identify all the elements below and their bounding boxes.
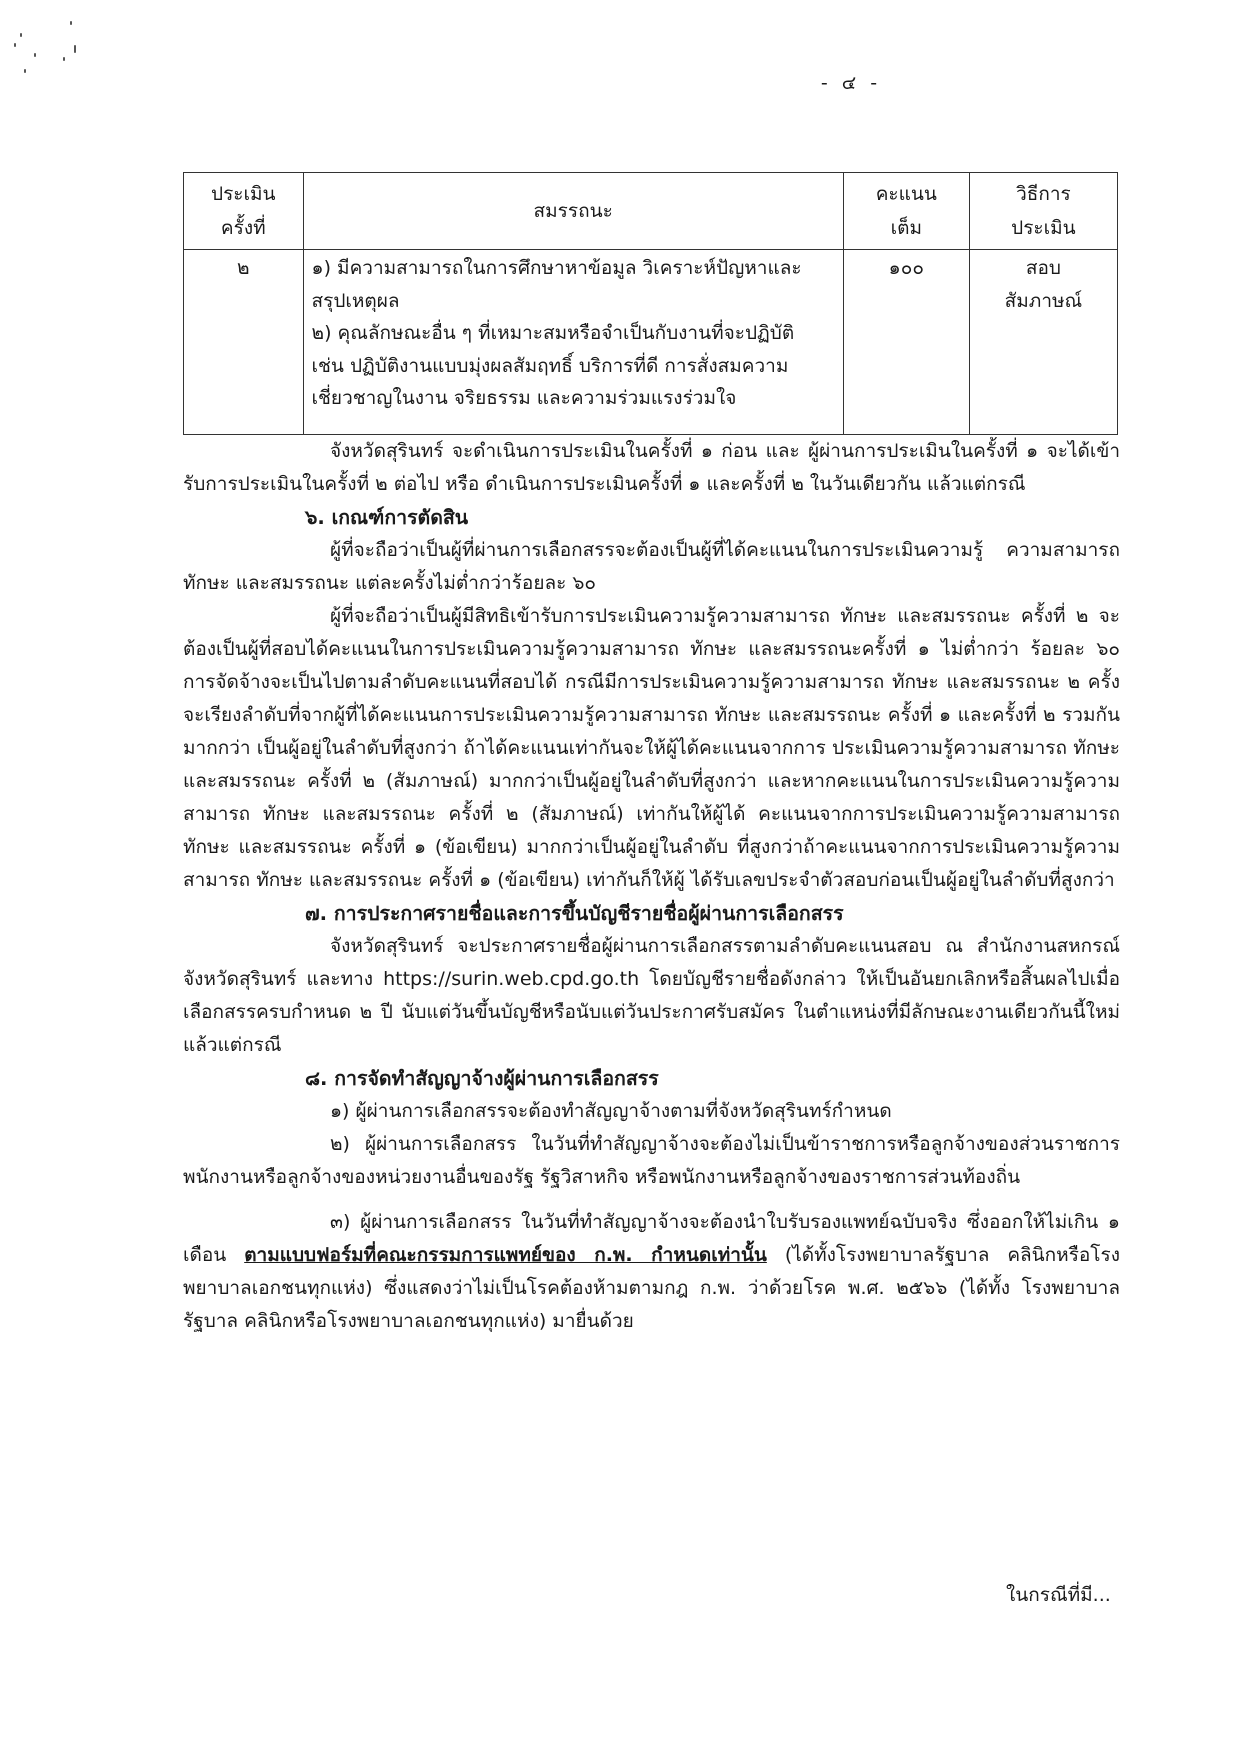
section-7-heading: ๗. การประกาศรายชื่อและการขึ้นบัญชีรายชื่อผู้ผ่านการเลือกสรร	[305, 902, 844, 925]
section-8-item-2: ๒) ผู้ผ่านการเลือกสรร ในวันที่ทำสัญญาจ้างจะต้องไม่เป็นข้าราชการหรือลูกจ้างของส่วนราชการ พนักงานหรือลูกจ้างของหน่วยงานอื่นของรัฐ รัฐวิสาหกิจ หรือพนักงานหรือลูกจ้างของราชการส่วนท้องถิ่น	[183, 1133, 1120, 1188]
header-full-score: คะแนน เต็ม	[843, 173, 969, 250]
section-7-paragraph: จังหวัดสุรินทร์ จะประกาศรายชื่อผู้ผ่านการเลือกสรรตามลำดับคะแนนสอบ ณ สำนักงานสหกรณ์จังหวัดสุรินทร์ และทาง https://surin.web.cpd.go.th โดยบัญชีรายชื่อดังกล่าว ให้เป็นอันยกเลิกหรือสิ้นผลไปเมื่อเลือกสรรครบกำหนด ๒ ปี นับแต่วันขึ้นบัญชีหรือนับแต่วันประกาศรับสมัคร ในตำแหน่งที่มีลักษณะงานเดียวกันนี้ใหม่ แล้วแต่กรณี	[183, 935, 1121, 1056]
section-8-item-3: ๓) ผู้ผ่านการเลือกสรร ในวันที่ทำสัญญาจ้างจะต้องนำใบรับรองแพทย์ฉบับจริง ซึ่งออกให้ไม่เกิน ๑ เดือน ตามแบบฟอร์มที่คณะกรรมการแพทย์ของ ก.พ. กำหนดเท่านั้น (ได้ทั้งโรงพยาบาลรัฐบาล คลินิกหรือโรงพยาบาลเอกชนทุกแห่ง) ซึ่งแสดงว่าไม่เป็นโรคต้องห้ามตามกฎ ก.พ. ว่าด้วยโรค พ.ศ. ๒๕๖๖ (ได้ทั้ง โรงพยาบาลรัฐบาล คลินิกหรือโรงพยาบาลเอกชนทุกแห่ง) มายื่นด้วย	[183, 1211, 1120, 1332]
scan-artifacts	[10, 15, 90, 75]
website-link[interactable]: https://surin.web.cpd.go.th	[383, 968, 640, 990]
cell-round: ๒	[184, 250, 304, 435]
intro-paragraph: จังหวัดสุรินทร์ จะดำเนินการประเมินในครั้งที่ ๑ ก่อน และ ผู้ผ่านการประเมินในครั้งที่ ๑ จะได้เข้ารับการประเมินในครั้งที่ ๒ ต่อไป หรือ ดำเนินการประเมินครั้งที่ ๑ และครั้งที่ ๒ ในวันเดียวกัน แล้วแต่กรณี	[183, 440, 1121, 495]
cell-competency: ๑) มีความสามารถในการศึกษาหาข้อมูล วิเคราะห์ปัญหาและ สรุปเหตุผล ๒) คุณลักษณะอื่น ๆ ที่เหมาะสมหรือจำเป็นกับงานที่จะปฏิบัติ เช่น ปฏิบัติงานแบบมุ่งผลสัมฤทธิ์ บริการที่ดี การสั่งสมความ เชี่ยวชาญในงาน จริยธรรม และความร่วมแรงร่วมใจ	[303, 250, 843, 435]
header-round: ประเมิน ครั้งที่	[184, 173, 304, 250]
continuation-marker: ในกรณีที่มี...	[1006, 1584, 1111, 1606]
header-method: วิธีการ ประเมิน	[969, 173, 1117, 250]
cell-full-score: ๑๐๐	[843, 250, 969, 435]
table-row	[184, 250, 1118, 435]
page-number: - ๔ -	[820, 72, 882, 94]
spacer	[183, 1194, 1120, 1206]
section-6-paragraph-1: ผู้ที่จะถือว่าเป็นผู้ที่ผ่านการเลือกสรรจะต้องเป็นผู้ที่ได้คะแนนในการประเมินความรู้ ความสามารถทักษะ และสมรรถนะ แต่ละครั้งไม่ต่ำกว่าร้อยละ ๖๐	[183, 539, 1120, 594]
section-6-heading: ๖. เกณฑ์การตัดสิน	[305, 506, 469, 529]
emphasis-medical-form: ตามแบบฟอร์มที่คณะกรรมการแพทย์ของ ก.พ. กำหนดเท่านั้น	[244, 1244, 767, 1266]
document-body	[183, 172, 1120, 1338]
section-8-item-1: ๑) ผู้ผ่านการเลือกสรรจะต้องทำสัญญาจ้างตามที่จังหวัดสุรินทร์กำหนด	[330, 1100, 892, 1122]
table-header-row	[184, 173, 1118, 250]
header-competency: สมรรถนะ	[303, 173, 843, 250]
section-6-paragraph-2: ผู้ที่จะถือว่าเป็นผู้มีสิทธิเข้ารับการประเมินความรู้ความสามารถ ทักษะ และสมรรถนะ ครั้งที่ ๒ จะต้องเป็นผู้ที่สอบได้คะแนนในการประเมินความรู้ความสามารถ ทักษะ และสมรรถนะครั้งที่ ๑ ไม่ต่ำกว่า ร้อยละ ๖๐ การจัดจ้างจะเป็นไปตามลำดับคะแนนที่สอบได้ กรณีมีการประเมินความรู้ความสามารถ ทักษะ และสมรรถนะ ๒ ครั้ง จะเรียงลำดับที่จากผู้ที่ได้คะแนนการประเมินความรู้ความสามารถ ทักษะ และสมรรถนะ ครั้งที่ ๑ และครั้งที่ ๒ รวมกันมากกว่า เป็นผู้อยู่ในลำดับที่สูงกว่า ถ้าได้คะแนนเท่ากันจะให้ผู้ได้คะแนนจากการ ประเมินความรู้ความสามารถ ทักษะ และสมรรถนะ ครั้งที่ ๒ (สัมภาษณ์) มากกว่าเป็นผู้อยู่ในลำดับที่สูงกว่า และหากคะแนนในการประเมินความรู้ความสามารถ ทักษะ และสมรรถนะ ครั้งที่ ๒ (สัมภาษณ์) เท่ากันให้ผู้ได้ คะแนนจากการประเมินความรู้ความสามารถ ทักษะ และสมรรถนะ ครั้งที่ ๑ (ข้อเขียน) มากกว่าเป็นผู้อยู่ในลำดับ ที่สูงกว่าถ้าคะแนนจากการประเมินความรู้ความสามารถ ทักษะ และสมรรถนะ ครั้งที่ ๑ (ข้อเขียน) เท่ากันก็ให้ผู้ ได้รับเลขประจำตัวสอบก่อนเป็นผู้อยู่ในลำดับที่สูงกว่า	[183, 605, 1120, 891]
competency-table	[183, 172, 1118, 435]
cell-method: สอบ สัมภาษณ์	[969, 250, 1117, 435]
section-8-heading: ๘. การจัดทำสัญญาจ้างผู้ผ่านการเลือกสรร	[305, 1067, 659, 1090]
